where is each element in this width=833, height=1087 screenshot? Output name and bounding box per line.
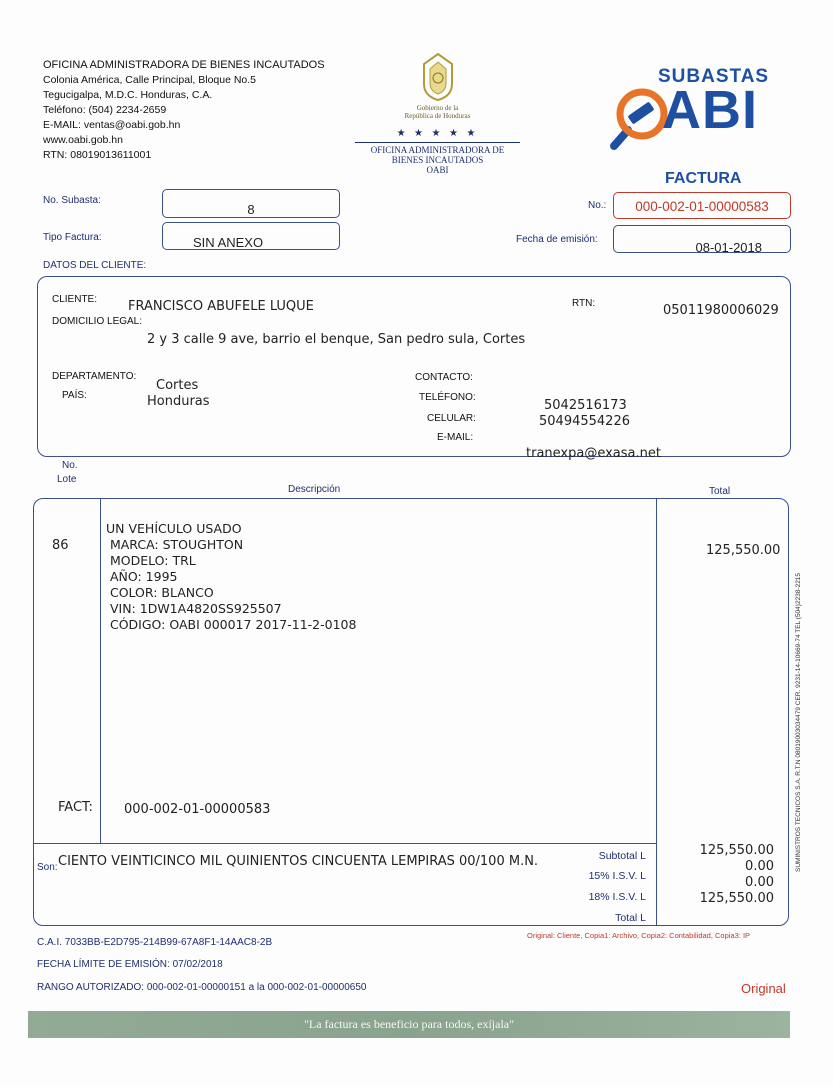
item-desc-line: UN VEHÍCULO USADO — [106, 521, 242, 536]
cai-text: C.A.I. 7033BB-E2D795-214B99-67A8F1-14AAC8-2B — [37, 937, 273, 948]
client-rtn-label: RTN: — [572, 298, 596, 309]
total-label: Total L — [615, 912, 646, 924]
pais-label: PAÍS: — [62, 390, 87, 401]
isv18-value: 0.00 — [745, 875, 774, 890]
issuer-rtn: RTN: 08019013611001 — [43, 149, 152, 161]
tipo-factura-label: Tipo Factura: — [43, 232, 102, 243]
government-office-2: BIENES INCAUTADOS — [391, 155, 484, 165]
subasta-field — [162, 189, 340, 218]
issuer-address-2: Tegucigalpa, M.D.C. Honduras, C.A. — [43, 89, 213, 101]
issuer-block — [43, 58, 325, 163]
isv18-label: 18% I.S.V. L — [588, 891, 646, 903]
government-stars: ★ ★ ★ ★ ★ — [396, 128, 479, 139]
government-line-2: República de Honduras — [404, 112, 471, 120]
fecha-limite-text: FECHA LÍMITE DE EMISIÓN: 07/02/2018 — [37, 959, 223, 970]
issuer-email: E-MAIL: ventas@oabi.gob.hn — [43, 119, 181, 131]
descripcion-header: Descripción — [288, 484, 341, 495]
rango-autorizado-text: RANGO AUTORIZADO: 000-002-01-00000151 a la 000-002-01-00000650 — [37, 982, 367, 993]
slogan-text: "La factura es beneficio para todos, exíjala" — [303, 1017, 515, 1031]
item-desc-line: VIN: 1DW1A4820SS925507 — [106, 601, 282, 616]
subasta-label: No. Subasta: — [43, 195, 101, 206]
fecha-emision-field — [613, 225, 791, 253]
totals-labels — [540, 848, 646, 928]
fact-value: 000-002-01-00000583 — [124, 802, 271, 817]
isv15-value: 0.00 — [745, 859, 774, 874]
subasta-value: 8 — [247, 202, 255, 217]
son-amount-text: CIENTO VEINTICINCO MIL QUINIENTOS CINCUENTA LEMPIRAS 00/100 M.N. — [58, 854, 539, 869]
brand-name: ABI — [662, 80, 758, 140]
tipo-factura-value: SIN ANEXO — [193, 235, 264, 250]
item-desc-line: MODELO: TRL — [106, 553, 196, 568]
issuer-web: www.oabi.gob.hn — [43, 134, 123, 146]
pais-value: Honduras — [147, 394, 210, 409]
coat-of-arms-icon — [418, 52, 458, 102]
item-desc-line: CÓDIGO: OABI 000017 2017-11-2-0108 — [106, 617, 357, 632]
issuer-address-1: Colonia América, Calle Principal, Bloque No.5 — [43, 74, 257, 86]
contacto-label: CONTACTO: — [415, 372, 473, 383]
celular-label: CELULAR: — [427, 413, 476, 424]
fecha-emision-value: 08-01-2018 — [695, 240, 762, 255]
item-desc-line: AÑO: 1995 — [106, 569, 178, 584]
issuer-name: OFICINA ADMINISTRADORA DE BIENES INCAUTADOS — [43, 59, 325, 71]
item-total: 125,550.00 — [706, 543, 781, 558]
domicilio-label: DOMICILIO LEGAL: — [52, 316, 143, 327]
items-col-divider-1 — [100, 499, 101, 843]
government-office-3: OABI — [426, 165, 449, 175]
subtotal-value: 125,550.00 — [699, 843, 774, 858]
subtotal-label: Subtotal L — [598, 850, 646, 862]
telefono-value: 5042516173 — [544, 398, 627, 413]
copies-text: Original: Cliente, Copia1: Archivo, Copia2: Contabilidad, Copia3: IP — [527, 931, 751, 940]
government-divider — [355, 142, 520, 143]
item-description — [106, 521, 356, 633]
telefono-label: TELÉFONO: — [419, 392, 476, 403]
slogan-bar — [28, 1011, 790, 1038]
government-office-1: OFICINA ADMINISTRADORA DE — [370, 145, 505, 155]
government-line-1: Gobierno de la — [416, 104, 459, 112]
original-label: Original — [741, 981, 786, 996]
invoice-number-field — [613, 192, 791, 219]
client-email-label: E-MAIL: — [437, 432, 474, 443]
tipo-factura-field — [162, 222, 340, 250]
client-email-value: tranexpa@exasa.net — [526, 446, 661, 461]
item-desc-line: COLOR: BLANCO — [106, 585, 214, 600]
cliente-value: FRANCISCO ABUFELE LUQUE — [128, 299, 314, 314]
government-emblem-block — [355, 52, 520, 175]
items-col-divider-2 — [656, 499, 657, 926]
celular-value: 50494554226 — [539, 414, 630, 429]
departamento-label: DEPARTAMENTO: — [52, 371, 137, 382]
lote-header-1: No. — [62, 460, 78, 471]
departamento-value: Cortes — [156, 378, 199, 393]
brand-top-text: SUBASTAS — [658, 66, 770, 87]
total-value: 125,550.00 — [699, 891, 774, 906]
domicilio-value: 2 y 3 calle 9 ave, barrio el benque, San pedro sula, Cortes — [147, 332, 526, 347]
son-label: Son: — [37, 862, 58, 873]
item-lote: 86 — [52, 538, 69, 553]
lote-header-2: Lote — [57, 474, 77, 485]
fact-label: FACT: — [58, 800, 93, 815]
isv15-label: 15% I.S.V. L — [588, 870, 646, 882]
client-rtn-value: 05011980006029 — [663, 303, 779, 318]
invoice-number-value: 000-002-01-00000583 — [635, 199, 769, 214]
client-section-label: DATOS DEL CLIENTE: — [43, 260, 147, 271]
invoice-number-label: No.: — [588, 200, 607, 211]
cliente-label: CLIENTE: — [52, 294, 98, 305]
printer-side-text: SUMINISTROS TECNICOS S.A. R.T.N 08019003034479 CER. 9231-14-10669-74 TEL (504)2238-2215 — [795, 572, 802, 872]
issuer-phone: Teléfono: (504) 2234-2659 — [43, 104, 167, 116]
document-title: FACTURA — [665, 170, 742, 187]
brand-logo — [600, 66, 780, 156]
total-header: Total — [709, 486, 731, 497]
items-row-divider — [34, 843, 656, 844]
item-desc-line: MARCA: STOUGHTON — [106, 537, 244, 552]
fecha-emision-label: Fecha de emisión: — [516, 234, 598, 245]
